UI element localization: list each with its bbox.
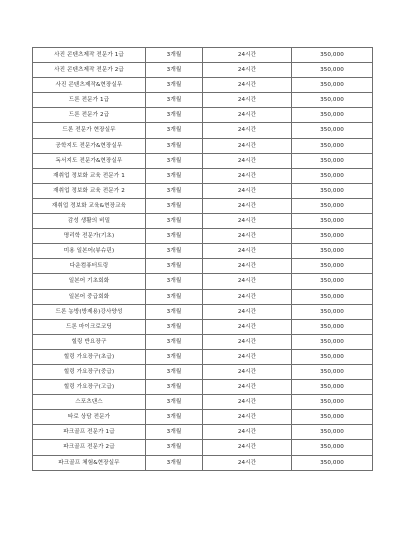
table-row bbox=[33, 168, 373, 183]
course-name-cell: 명리학 전문가(기초) bbox=[33, 229, 146, 244]
table-row bbox=[33, 198, 373, 213]
table-row bbox=[33, 364, 373, 379]
period-cell: 3개월 bbox=[146, 455, 203, 470]
hours-cell: 24시간 bbox=[203, 93, 292, 108]
period-cell: 3개월 bbox=[146, 93, 203, 108]
table-row bbox=[33, 425, 373, 440]
period-cell: 3개월 bbox=[146, 168, 203, 183]
course-name-cell: 재취업 정보화 교육 전문가 2 bbox=[33, 183, 146, 198]
price-cell: 350,000 bbox=[292, 244, 373, 259]
course-name-cell: 일본어 기초회화 bbox=[33, 274, 146, 289]
period-cell: 3개월 bbox=[146, 349, 203, 364]
price-cell: 350,000 bbox=[292, 229, 373, 244]
period-cell: 3개월 bbox=[146, 410, 203, 425]
hours-cell: 24시간 bbox=[203, 259, 292, 274]
hours-cell: 24시간 bbox=[203, 78, 292, 93]
price-cell: 350,000 bbox=[292, 123, 373, 138]
period-cell: 3개월 bbox=[146, 440, 203, 455]
price-cell: 350,000 bbox=[292, 198, 373, 213]
table-row bbox=[33, 349, 373, 364]
price-cell: 350,000 bbox=[292, 380, 373, 395]
period-cell: 3개월 bbox=[146, 289, 203, 304]
hours-cell: 24시간 bbox=[203, 229, 292, 244]
period-cell: 3개월 bbox=[146, 108, 203, 123]
hours-cell: 24시간 bbox=[203, 274, 292, 289]
period-cell: 3개월 bbox=[146, 364, 203, 379]
table-row bbox=[33, 410, 373, 425]
hours-cell: 24시간 bbox=[203, 440, 292, 455]
course-name-cell: 사진 콘텐츠제작&현장실무 bbox=[33, 78, 146, 93]
hours-cell: 24시간 bbox=[203, 48, 292, 63]
table-row bbox=[33, 304, 373, 319]
price-cell: 350,000 bbox=[292, 425, 373, 440]
table-row bbox=[33, 395, 373, 410]
hours-cell: 24시간 bbox=[203, 108, 292, 123]
course-name-cell: 힐링 가요장구(고급) bbox=[33, 380, 146, 395]
course-table-body bbox=[33, 48, 373, 471]
price-cell: 350,000 bbox=[292, 93, 373, 108]
price-cell: 350,000 bbox=[292, 364, 373, 379]
course-name-cell: 드론 전문가 2급 bbox=[33, 108, 146, 123]
hours-cell: 24시간 bbox=[203, 214, 292, 229]
hours-cell: 24시간 bbox=[203, 123, 292, 138]
price-cell: 350,000 bbox=[292, 108, 373, 123]
period-cell: 3개월 bbox=[146, 274, 203, 289]
price-cell: 350,000 bbox=[292, 138, 373, 153]
table-row bbox=[33, 153, 373, 168]
price-cell: 350,000 bbox=[292, 259, 373, 274]
price-cell: 350,000 bbox=[292, 349, 373, 364]
table-row bbox=[33, 138, 373, 153]
price-cell: 350,000 bbox=[292, 78, 373, 93]
table-row bbox=[33, 63, 373, 78]
price-cell: 350,000 bbox=[292, 168, 373, 183]
table-row bbox=[33, 244, 373, 259]
course-name-cell: 드론 농방(방제용)강사양성 bbox=[33, 304, 146, 319]
period-cell: 3개월 bbox=[146, 198, 203, 213]
course-name-cell: 드론 전문가 현장실무 bbox=[33, 123, 146, 138]
hours-cell: 24시간 bbox=[203, 349, 292, 364]
course-name-cell: 재취업 정보화 교육&현장교육 bbox=[33, 198, 146, 213]
hours-cell: 24시간 bbox=[203, 425, 292, 440]
course-name-cell: 사진 콘텐츠제작 전문가 2급 bbox=[33, 63, 146, 78]
course-name-cell: 파크골프 체험&현장실무 bbox=[33, 455, 146, 470]
hours-cell: 24시간 bbox=[203, 364, 292, 379]
hours-cell: 24시간 bbox=[203, 410, 292, 425]
hours-cell: 24시간 bbox=[203, 304, 292, 319]
table-row bbox=[33, 93, 373, 108]
price-cell: 350,000 bbox=[292, 153, 373, 168]
period-cell: 3개월 bbox=[146, 48, 203, 63]
price-cell: 350,000 bbox=[292, 410, 373, 425]
price-cell: 350,000 bbox=[292, 214, 373, 229]
course-name-cell: 힐링 가요장구(초급) bbox=[33, 349, 146, 364]
table-row bbox=[33, 183, 373, 198]
period-cell: 3개월 bbox=[146, 380, 203, 395]
course-name-cell: 감성 생활의 비밀 bbox=[33, 214, 146, 229]
course-name-cell: 드론 마이크로코딩 bbox=[33, 319, 146, 334]
hours-cell: 24시간 bbox=[203, 63, 292, 78]
period-cell: 3개월 bbox=[146, 183, 203, 198]
course-name-cell: 스포츠댄스 bbox=[33, 395, 146, 410]
table-row bbox=[33, 289, 373, 304]
table-row bbox=[33, 123, 373, 138]
period-cell: 3개월 bbox=[146, 123, 203, 138]
table-row bbox=[33, 319, 373, 334]
course-name-cell: 공학지도 전문가&현장실무 bbox=[33, 138, 146, 153]
hours-cell: 24시간 bbox=[203, 455, 292, 470]
price-cell: 350,000 bbox=[292, 274, 373, 289]
price-cell: 350,000 bbox=[292, 183, 373, 198]
hours-cell: 24시간 bbox=[203, 168, 292, 183]
period-cell: 3개월 bbox=[146, 319, 203, 334]
period-cell: 3개월 bbox=[146, 244, 203, 259]
price-cell: 350,000 bbox=[292, 304, 373, 319]
course-name-cell: 사진 콘텐츠제작 전문가 1급 bbox=[33, 48, 146, 63]
table-row bbox=[33, 214, 373, 229]
hours-cell: 24시간 bbox=[203, 153, 292, 168]
hours-cell: 24시간 bbox=[203, 183, 292, 198]
course-name-cell: 파크골프 전문가 1급 bbox=[33, 425, 146, 440]
price-cell: 350,000 bbox=[292, 63, 373, 78]
price-cell: 350,000 bbox=[292, 395, 373, 410]
course-name-cell: 힐링 반요장구 bbox=[33, 334, 146, 349]
table-row bbox=[33, 229, 373, 244]
period-cell: 3개월 bbox=[146, 304, 203, 319]
table-row bbox=[33, 440, 373, 455]
course-name-cell: 미용 일본어(뷰슈핀) bbox=[33, 244, 146, 259]
period-cell: 3개월 bbox=[146, 425, 203, 440]
hours-cell: 24시간 bbox=[203, 198, 292, 213]
period-cell: 3개월 bbox=[146, 395, 203, 410]
hours-cell: 24시간 bbox=[203, 380, 292, 395]
course-name-cell: 힐링 가요장구(중급) bbox=[33, 364, 146, 379]
table-row bbox=[33, 455, 373, 470]
price-cell: 350,000 bbox=[292, 455, 373, 470]
course-name-cell: 타로 상담 전문가 bbox=[33, 410, 146, 425]
price-cell: 350,000 bbox=[292, 334, 373, 349]
course-name-cell: 일본어 중급회화 bbox=[33, 289, 146, 304]
period-cell: 3개월 bbox=[146, 78, 203, 93]
table-row bbox=[33, 108, 373, 123]
table-row bbox=[33, 274, 373, 289]
price-cell: 350,000 bbox=[292, 319, 373, 334]
hours-cell: 24시간 bbox=[203, 244, 292, 259]
table-row bbox=[33, 78, 373, 93]
price-cell: 350,000 bbox=[292, 440, 373, 455]
table-row bbox=[33, 259, 373, 274]
table-row bbox=[33, 334, 373, 349]
course-name-cell: 드론 전문가 1급 bbox=[33, 93, 146, 108]
hours-cell: 24시간 bbox=[203, 138, 292, 153]
period-cell: 3개월 bbox=[146, 153, 203, 168]
price-cell: 350,000 bbox=[292, 289, 373, 304]
period-cell: 3개월 bbox=[146, 334, 203, 349]
price-cell: 350,000 bbox=[292, 48, 373, 63]
course-name-cell: 다운컴퓨터트링 bbox=[33, 259, 146, 274]
course-name-cell: 독서지도 전문가&현장실무 bbox=[33, 153, 146, 168]
period-cell: 3개월 bbox=[146, 63, 203, 78]
course-fee-table bbox=[32, 47, 373, 471]
table-row bbox=[33, 48, 373, 63]
period-cell: 3개월 bbox=[146, 259, 203, 274]
course-name-cell: 재취업 정보화 교육 전문가 1 bbox=[33, 168, 146, 183]
period-cell: 3개월 bbox=[146, 214, 203, 229]
hours-cell: 24시간 bbox=[203, 334, 292, 349]
table-row bbox=[33, 380, 373, 395]
hours-cell: 24시간 bbox=[203, 395, 292, 410]
period-cell: 3개월 bbox=[146, 138, 203, 153]
period-cell: 3개월 bbox=[146, 229, 203, 244]
hours-cell: 24시간 bbox=[203, 319, 292, 334]
hours-cell: 24시간 bbox=[203, 289, 292, 304]
course-name-cell: 파크골프 전문가 2급 bbox=[33, 440, 146, 455]
